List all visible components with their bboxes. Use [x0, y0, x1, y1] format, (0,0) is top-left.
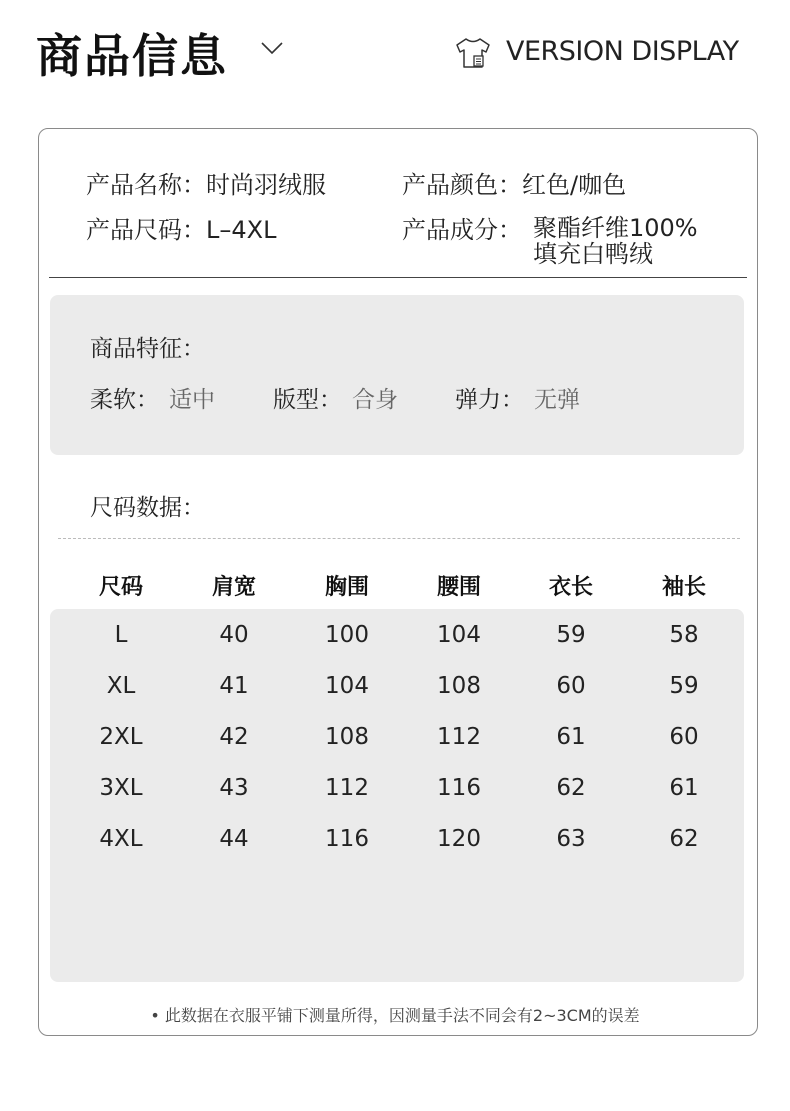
table-cell: 40 [219, 622, 249, 648]
section-divider [49, 277, 747, 278]
table-cell: 108 [437, 673, 481, 699]
feature-softness [90, 381, 215, 414]
table-header-cell: 肩宽 [211, 575, 256, 600]
table-cell: 116 [325, 826, 369, 852]
product-color: 产品颜色：红色/咖色 [402, 171, 627, 199]
table-cell: 120 [437, 826, 481, 852]
shirt-icon [454, 36, 492, 70]
table-cell: 63 [556, 826, 586, 852]
table-cell: 62 [556, 775, 586, 801]
table-cell: 59 [669, 673, 699, 699]
table-row-size: 4XL [99, 826, 143, 852]
feature-value: 适中 [169, 387, 215, 413]
table-cell: 61 [669, 775, 699, 801]
measurement-footnote: • 此数据在衣服平铺下测量所得，因测量手法不同会有2~3CM的误差 [150, 1006, 640, 1025]
page-title: 商品信息 [36, 29, 228, 83]
material-line-2: 填充白鸭绒 [533, 240, 653, 268]
dashed-divider [58, 538, 740, 539]
table-cell: 104 [437, 622, 481, 648]
table-header-cell: 袖长 [661, 575, 706, 600]
table-cell: 112 [325, 775, 369, 801]
feature-key: 柔软： [90, 387, 159, 413]
table-cell: 100 [325, 622, 369, 648]
table-cell: 59 [556, 622, 586, 648]
feature-elasticity [455, 381, 580, 414]
product-size-range: 产品尺码：L–4XL [86, 216, 277, 244]
table-row-size: XL [106, 673, 136, 699]
version-display-heading: VERSION DISPLAY [506, 36, 739, 67]
table-cell: 42 [219, 724, 249, 750]
feature-value: 无弹 [534, 387, 580, 413]
table-cell: 58 [669, 622, 699, 648]
table-cell: 104 [325, 673, 369, 699]
table-header-cell: 尺码 [98, 575, 143, 600]
table-cell: 43 [219, 775, 249, 801]
table-cell: 116 [437, 775, 481, 801]
size-data-title: 尺码数据： [90, 495, 205, 521]
table-header-cell: 衣长 [548, 575, 593, 600]
table-cell: 61 [556, 724, 586, 750]
table-cell: 112 [437, 724, 481, 750]
table-cell: 41 [219, 673, 249, 699]
feature-key: 版型： [273, 387, 342, 413]
table-header-cell: 胸围 [324, 575, 369, 600]
table-header-cell: 腰围 [436, 575, 481, 600]
feature-value: 合身 [352, 387, 398, 413]
material-line-1: 聚酯纤维100% [533, 214, 698, 242]
features-panel [50, 295, 744, 455]
feature-key: 弹力： [455, 387, 524, 413]
table-cell: 60 [669, 724, 699, 750]
table-cell: 108 [325, 724, 369, 750]
table-cell: 60 [556, 673, 586, 699]
table-cell: 62 [669, 826, 699, 852]
features-title: 商品特征： [90, 336, 205, 362]
table-row-size: 2XL [99, 724, 143, 750]
product-name: 产品名称：时尚羽绒服 [86, 171, 326, 199]
table-row-size: 3XL [99, 775, 143, 801]
feature-fit [273, 381, 398, 414]
chevron-down-icon [260, 40, 284, 56]
table-row-size: L [114, 622, 128, 648]
product-material-label: 产品成分： [402, 216, 522, 244]
product-material-value [533, 215, 733, 267]
table-cell: 44 [219, 826, 249, 852]
